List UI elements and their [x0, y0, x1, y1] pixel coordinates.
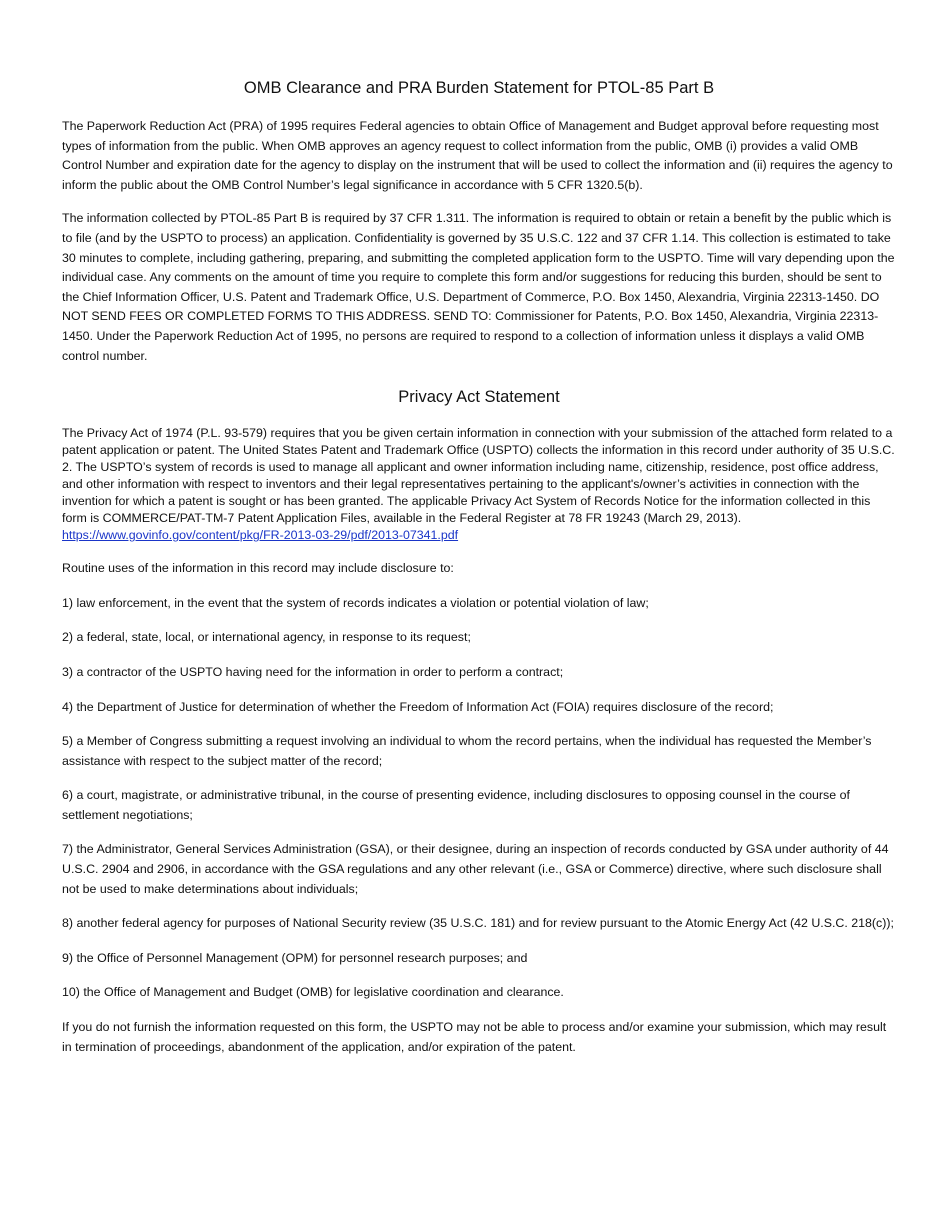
- federal-register-link[interactable]: https://www.govinfo.gov/content/pkg/FR-2013-03-29/pdf/2013-07341.pdf: [62, 528, 459, 543]
- list-item: 8) another federal agency for purposes of National Security review (35 U.S.C. 181) and for review pursuant to the Atomic Energy Act (42 U.S.C. 218(c));: [62, 916, 894, 931]
- list-item: 2) a federal, state, local, or international agency, in response to its request;: [62, 630, 471, 645]
- omb-paragraph-2: The information collected by PTOL-85 Part B is required by 37 CFR 1.311. The information is required to obtain or retain a benefit by the public which is to file (and by the USPTO to process) an application. Confidentiality is governed by 35 U.S.C. 122 and 37 CFR 1.14. This collection is estimated to take 30 minutes to complete, including gathering, preparing, and submitting the completed application form to the USPTO. Time will vary depending upon the individual case. Any comments on the amount of time you require to complete this form and/or suggestions for reducing this burden, should be sent to the Chief Information Officer, U.S. Patent and Trademark Office, U.S. Department of Commerce, P.O. Box 1450, Alexandria, Virginia 22313-1450. DO NOT SEND FEES OR COMPLETED FORMS TO THIS ADDRESS. SEND TO: Commissioner for Patents, P.O. Box 1450, Alexandria, Virginia 22313-1450. Under the Paperwork Reduction Act of 1995, no persons are required to respond to a collection of information unless it displays a valid OMB control number.: [62, 211, 895, 363]
- closing-paragraph: If you do not furnish the information requested on this form, the USPTO may not be able to process and/or examine your submission, which may result in termination of proceedings, abandonment of the application, and/or expiration of the patent.: [62, 1020, 887, 1054]
- list-item: 4) the Department of Justice for determination of whether the Freedom of Information Act (FOIA) requires disclosure of the record;: [62, 699, 774, 714]
- omb-title: OMB Clearance and PRA Burden Statement for PTOL-85 Part B: [243, 79, 715, 97]
- omb-paragraph-1: The Paperwork Reduction Act (PRA) of 1995 requires Federal agencies to obtain Office of Management and Budget approval before requesting most types of information from the public. When OMB approves an agency request to collect information from the public, OMB (i) provides a valid OMB Control Number and expiration date for the agency to display on the instrument that will be used to collect the information and (ii) requires the agency to inform the public about the OMB Control Number’s legal significance in accordance with 5 CFR 1320.5(b).: [62, 119, 893, 192]
- list-item: 7) the Administrator, General Services Administration (GSA), or their designee, during an inspection of records conducted by GSA under authority of 44 U.S.C. 2904 and 2906, in accordance with the GSA regulations and any other relevant (i.e., GSA or Commerce) directive, where such disclosure shall not be used to make determinations about individuals;: [62, 842, 889, 896]
- document-page: [62, 78, 896, 1057]
- list-item: 9) the Office of Personnel Management (OPM) for personnel research purposes; and: [62, 950, 528, 965]
- privacy-title: Privacy Act Statement: [398, 388, 560, 407]
- list-item: 1) law enforcement, in the event that the system of records indicates a violation or potential violation of law;: [62, 595, 649, 610]
- privacy-intro-text: The Privacy Act of 1974 (P.L. 93-579) requires that you be given certain information in connection with your submission of the attached form related to a patent application or patent. The United States Patent and Trademark Office (USPTO) collects the information in this record under authority of 35 U.S.C. 2. The USPTO’s system of records is used to manage all applicant and owner information including name, citizenship, residence, post office address, and other information with respect to inventors and their legal representatives pertaining to the applicant's/owner’s activities in connection with the invention for which a patent is sought or has been granted. The applicable Privacy Act System of Records Notice for the information collected in this form is COMMERCE/PAT-TM-7 Patent Application Files, available in the Federal Register at 78 FR 19243 (March 29, 2013).: [62, 426, 895, 526]
- routine-uses-intro: Routine uses of the information in this record may include disclosure to:: [62, 561, 454, 576]
- list-item: 3) a contractor of the USPTO having need for the information in order to perform a contract;: [62, 664, 564, 679]
- list-item: 5) a Member of Congress submitting a request involving an individual to whom the record pertains, when the individual has requested the Member’s assistance with respect to the subject matter of the record;: [62, 734, 872, 768]
- list-item: 6) a court, magistrate, or administrative tribunal, in the course of presenting evidence, including disclosures to opposing counsel in the course of settlement negotiations;: [62, 788, 850, 822]
- list-item: 10) the Office of Management and Budget (OMB) for legislative coordination and clearance.: [62, 985, 564, 1000]
- privacy-intro-paragraph: [62, 425, 896, 544]
